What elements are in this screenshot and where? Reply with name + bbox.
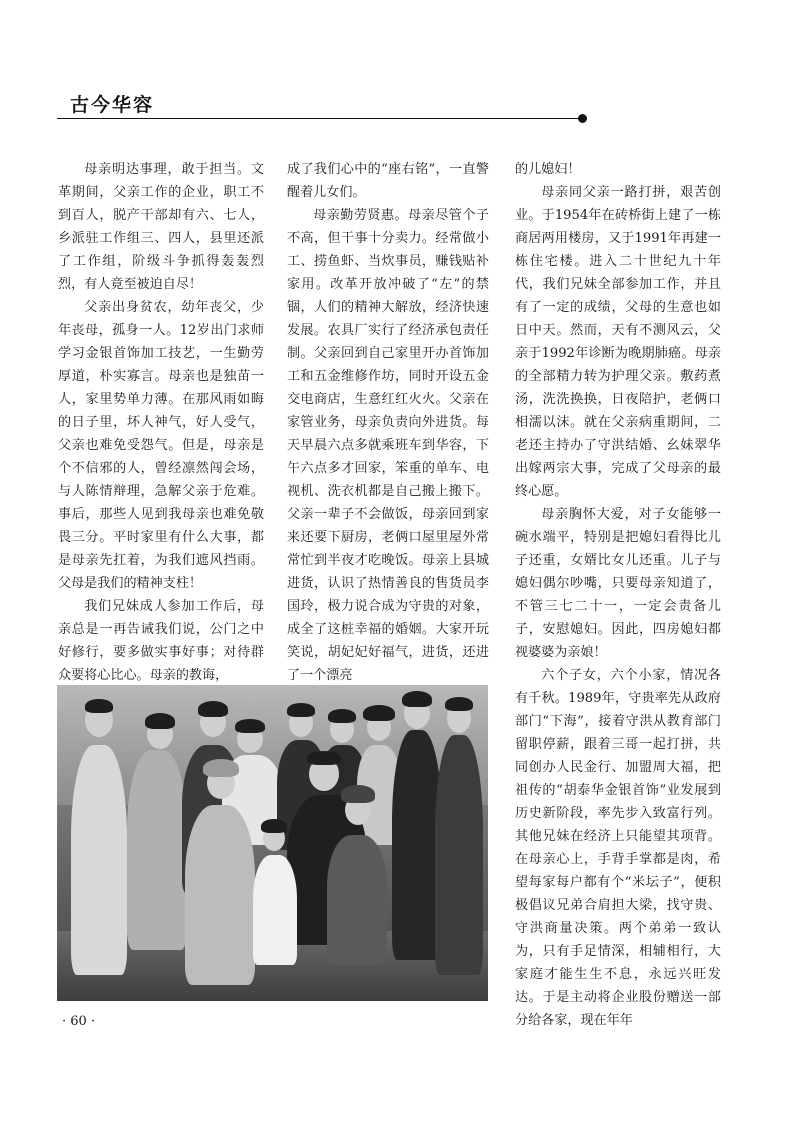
photo-hair xyxy=(445,697,473,711)
header-rule-dot xyxy=(578,114,587,123)
photo-person xyxy=(71,745,127,975)
photo-hair xyxy=(203,759,239,777)
photo-hair xyxy=(307,751,341,765)
page-number: · 60 · xyxy=(62,1014,96,1029)
photo-hair xyxy=(328,709,356,723)
family-group-photo xyxy=(57,685,488,1001)
paragraph: 母亲胸怀大爱，对子女能够一碗水端平，特别是把媳妇看得比儿子还重，女婿比女儿还重。儿子与媳妇偶尔吵嘴，只要母亲知道了，不管三七二十一，一定会责备儿子，安慰媳妇。因此，四房媳妇都视婆婆为亲娘！ xyxy=(515,507,721,660)
photo-hair xyxy=(198,701,228,717)
text-column-1 xyxy=(58,158,264,687)
photo-hair xyxy=(235,719,265,733)
paragraph: 六个子女，六个小家，情况各有千秋。1989年，守贵率先从政府部门“下海”，接着守洪从教育部门留职停薪，跟着三哥一起打拼，共同创办人民金行、加盟周大福，把祖传的“胡泰华金银首饰”业发展到历史新阶段，率先步入致富行列。其他兄妹在经济上只能望其项背。在母亲心上，手背手掌都是肉，希望每家每户都有个“米坛子”，便积极倡议兄弟合肩担大梁，找守贵、守洪商量决策。两个弟弟一致认为，只有手足情深，相辅相行，大家庭才能生生不息，永远兴旺发达。于是主动将企业股份赠送一部分给各家，现在年年 xyxy=(515,668,721,1028)
photo-hair xyxy=(341,785,375,803)
paragraph: 父亲出身贫农，幼年丧父，少年丧母，孤身一人。12岁出门求师学习金银首饰加工技艺，一生勤劳厚道，朴实寡言。母亲也是独苗一人，家里势单力薄。在那风雨如晦的日子里，坏人神气，好人受气，父亲也难免受怨气。但是，母亲是个不信邪的人，曾经凛然闯会场，与人陈情辩理，急解父亲于危难。事后，那些人见到我母亲也难免敬畏三分。平时家里有什么大事，都是母亲先扛着，为我们遮风挡雨。父母是我们的精神支柱！ xyxy=(58,300,264,591)
photo-hair xyxy=(287,703,315,717)
text-column-2 xyxy=(287,158,489,687)
paragraph: 母亲明达事理，敢于担当。文革期间，父亲工作的企业，职工不到百人，脱产干部却有六、七人，乡派驻工作组三、四人，县里还派了工作组，阶级斗争抓得轰轰烈烈，有人竟至被迫自尽！ xyxy=(58,162,264,292)
photo-hair xyxy=(402,691,432,707)
photo-hair xyxy=(363,705,395,721)
photo-person xyxy=(185,805,255,985)
header-rule xyxy=(57,118,583,119)
paragraph: 母亲同父亲一路打拼，艰苦创业。于1954年在砖桥街上建了一栋商居两用楼房，又于1991年再建一栋住宅楼。进入二十世纪九十年代，我们兄妹全部参加工作，并且有了一定的成绩，父母的生意也如日中天。然而，天有不测风云，父亲于1992年诊断为晚期肺癌。母亲的全部精力转为护理父亲。敷药煮汤，洗洗换换，日夜陪护，老俩口相濡以沫。就在父亲病重期间，二老还主持办了守洪结婚、幺妹翠华出嫁两宗大事，完成了父母亲的最终心愿。 xyxy=(515,185,721,499)
paragraph: 我们兄妹成人参加工作后，母亲总是一再告诫我们说，公门之中好修行，要多做实事好事；对待群众要将心比心。母亲的教诲， xyxy=(58,599,264,683)
photo-person xyxy=(253,855,297,965)
photo-hair xyxy=(85,699,113,713)
photo-hair xyxy=(261,819,287,833)
text-column-3 xyxy=(515,158,721,1032)
paragraph: 母亲勤劳贤惠。母亲尽管个子不高，但干事十分卖力。经常做小工、捞鱼虾、当炊事员，赚钱贴补家用。改革开放冲破了“左”的禁锢，人们的精神大解放，经济快速发展。农具厂实行了经济承包责任制。父亲回到自己家里开办首饰加工和五金维修作坊，同时开设五金交电商店，生意红红火火。父亲在家管业务，母亲负责向外进货。每天早晨六点多就乘班车到华容，下午六点多才回家，笨重的单车、电视机、洗衣机都是自己搬上搬下。父亲一辈子不会做饭，母亲回到家来还要下厨房，老俩口屋里屋外常常忙到半夜才吃晚饭。母亲上县城进货，认识了热情善良的售货员李国玲，极力说合成为守贵的对象，成全了这桩幸福的婚姻。大家开玩笑说，胡妃妃好福气，进货，还进了一个漂亮 xyxy=(287,208,489,683)
photo-person xyxy=(127,750,187,950)
paragraph-continued: 的儿媳妇！ xyxy=(515,162,581,177)
photo-person xyxy=(435,735,483,975)
page-header-title: 古今华容 xyxy=(70,94,155,116)
paragraph-continued: 成了我们心中的“座右铭”，一直警醒着儿女们。 xyxy=(287,162,489,200)
photo-person xyxy=(327,835,387,965)
photo-hair xyxy=(145,713,175,729)
